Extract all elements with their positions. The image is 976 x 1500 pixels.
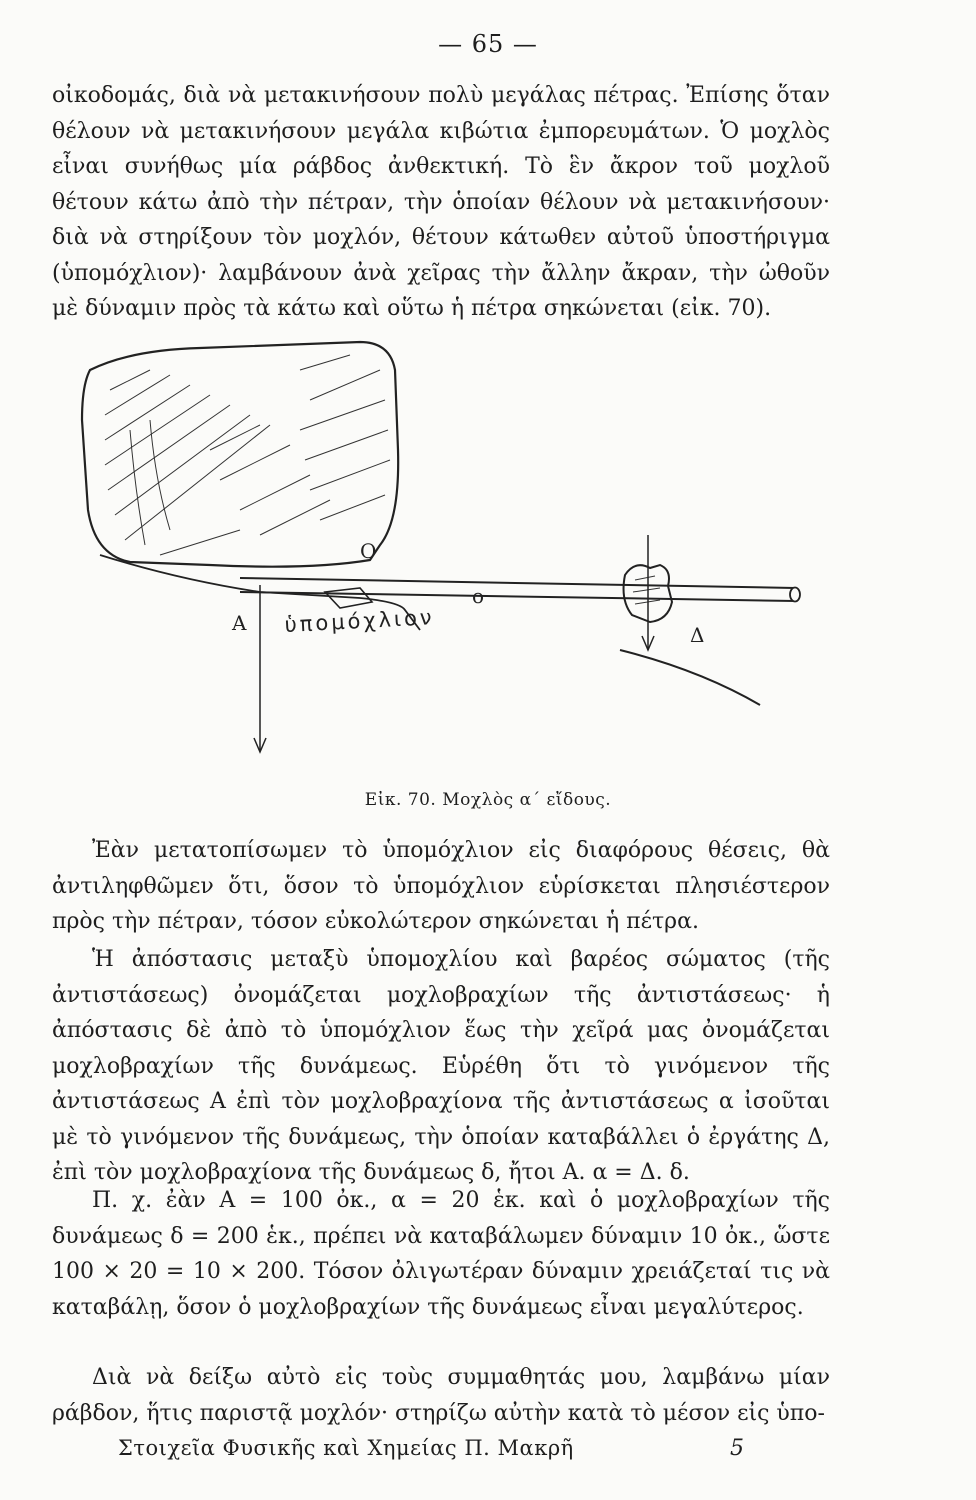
lever-illustration — [60, 330, 820, 790]
label-o: ο — [472, 584, 485, 608]
hand-shading — [633, 576, 660, 604]
signature-mark: 5 — [730, 1436, 744, 1461]
rock-hatching — [105, 355, 390, 555]
rock-shape — [82, 342, 398, 567]
paragraph-5: Διὰ νὰ δείξω αὐτὸ εἰς τοὺς συμμαθητάς μου, λαμβάνω μίαν ράβδον, ἥτις παριστᾷ μοχλόν· στηρίζω αὐτὴν κατὰ τὸ μέσον εἰς ὑπο- — [52, 1365, 830, 1426]
ground-slope — [620, 650, 760, 705]
paragraph-2: Ἐὰν μετατοπίσωμεν τὸ ὑπομόχλιον εἰς διαφόρους θέσεις, θὰ ἀντιληφθῶμεν ὅτι, ὅσον τὸ ὑπομόχλιον εὑρίσκεται πλησιέστερον πρὸς τὴν πέτραν, τόσον εὐκολώτερον σηκώνεται ἡ πέτρα. — [52, 838, 830, 934]
fulcrum-label: ὑπομόχλιον — [284, 605, 436, 637]
paragraph-3: Ἡ ἀπόστασις μεταξὺ ὑπομοχλίου καὶ βαρέος σώματος (τῆς ἀντιστάσεως) ὀνομάζεται μοχλοβραχίων τῆς ἀντιστάσεως· ἡ ἀπόστασις δὲ ἀπὸ τὸ ὑπομόχλιον ἕως τὴν χεῖρά μας ὀνομάζεται μοχλοβραχίων τῆς δυνάμεως. Εὑρέθη ὅτι τὸ γινόμενον τῆς ἀντιστάσεως Α ἐπὶ τὸν μοχλοβραχίονα τῆς ἀντιστάσεως α ἰσοῦται μὲ τὸ γινόμενον τῆς δυνάμεως, τὴν ὁποίαν καταβάλλει ὁ ἐργάτης Δ, ἐπὶ τὸν μοχλοβραχίονα τῆς δυνάμεως δ, ἤτοι Α. α = Δ. δ. — [52, 947, 830, 1185]
label-A: Α — [232, 611, 247, 635]
paragraph-4: Π. χ. ἐὰν Α = 100 ὀκ., α = 20 ἑκ. καὶ ὁ μοχλοβραχίων τῆς δυνάμεως δ = 200 ἑκ., πρέπει νὰ καταβάλωμεν δύναμιν 10 ὀκ., ὥστε 100 × 20 = 10 × 200. Τόσον ὀλιγωτέραν δύναμιν χρειάζεταί τις νὰ καταβάλῃ, ὅσον ὁ μοχλοβραχίων τῆς δυνάμεως εἶναι μεγαλύτερος. — [52, 1188, 830, 1320]
lever-bar — [240, 578, 800, 602]
lever-figure — [60, 330, 820, 790]
label-O: O — [360, 539, 377, 563]
paragraph-1: οἰκοδομάς, διὰ νὰ μετακινήσουν πολὺ μεγάλας πέτρας. Ἐπίσης ὅταν θέλουν νὰ μετακινήσουν μεγάλα κιβώτια ἐμπορευμάτων. Ὁ μοχλὸς εἶναι συνήθως μία ράβδος ἀνθεκτική. Τὸ ἓν ἄκρον τοῦ μοχλοῦ θέτουν κάτω ἀπὸ τὴν πέτραν, τὴν ὁποίαν θέλουν νὰ μετακινήσουν· διὰ νὰ στηρίξουν τὸν μοχλόν, θέτουν κάτωθεν αὐτοῦ ὑποστήριγμα (ὑπομόχλιον)· λαμβάνουν ἀνὰ χεῖρας τὴν ἄλλην ἄκραν, τὴν ὠθοῦν μὲ δύναμιν πρὸς τὰ κάτω καὶ οὕτω ἡ πέτρα σηκώνεται (εἰκ. 70). — [52, 83, 830, 321]
footer-title: Στοιχεῖα Φυσικῆς καὶ Χημείας Π. Μακρῆ — [118, 1436, 574, 1460]
page-number: — 65 — — [438, 30, 538, 58]
label-D: Δ — [690, 623, 705, 647]
figure-caption: Εἰκ. 70. Μοχλὸς α΄ εἴδους. — [364, 790, 612, 810]
